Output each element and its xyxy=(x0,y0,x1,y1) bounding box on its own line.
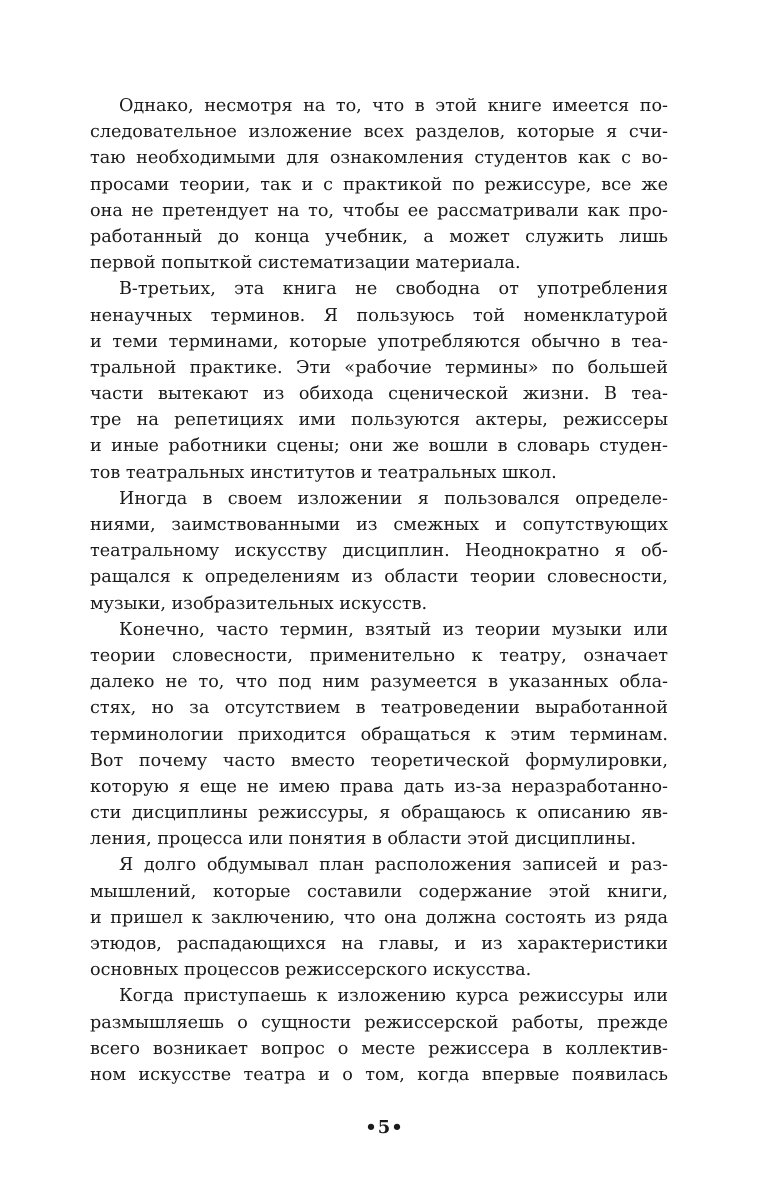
text-line: ном искусстве театра и о том, когда впервые появилась xyxy=(90,1064,668,1085)
text-line: части вытекают из обихода сценической жизни. В теа- xyxy=(90,384,668,405)
paragraph xyxy=(90,983,668,1088)
text-line: теории словесности, применительно к театру, означает xyxy=(90,645,668,666)
text-line: и теми терминами, которые употребляются обычно в теа- xyxy=(90,331,668,352)
text-line: тре на репетициях ими пользуются актеры, режиссеры xyxy=(90,410,668,431)
text-line: Однако, несмотря на то, что в этой книге имеется по- xyxy=(119,96,668,116)
body-text xyxy=(90,93,668,1088)
text-line: ления, процесса или понятия в области этой дисциплины. xyxy=(90,829,637,850)
text-line: сти дисциплины режиссуры, я обращаюсь к описанию яв- xyxy=(90,803,668,824)
text-line: и пришел к заключению, что она должна состоять из ряда xyxy=(90,907,668,928)
paragraph xyxy=(90,276,668,486)
text-line: размышляешь о сущности режиссерской работы, прежде xyxy=(90,1012,668,1033)
text-line: мышлений, которые составили содержание этой книги, xyxy=(90,881,668,902)
text-line: следовательное изложение всех разделов, которые я счи- xyxy=(90,122,668,143)
text-line: терминологии приходится обращаться к этим терминам. xyxy=(90,724,668,745)
text-line: первой попыткой систематизации материала. xyxy=(90,253,521,274)
text-line: просами теории, так и с практикой по режиссуре, все же xyxy=(90,174,668,195)
text-line: тов театральных институтов и театральных школ. xyxy=(90,462,557,483)
text-line: ниями, заимствованными из смежных и сопутствующих xyxy=(90,515,668,535)
text-line: таю необходимыми для ознакомления студентов как с во- xyxy=(90,148,668,169)
paragraph xyxy=(90,93,668,276)
text-line: тральной практике. Эти «рабочие термины» по большей xyxy=(90,357,668,378)
text-line: и иные работники сцены; они же вошли в словарь студен- xyxy=(90,436,668,457)
text-line: основных процессов режиссерского искусства. xyxy=(90,960,532,981)
text-line: работанный до конца учебник, а может служить лишь xyxy=(90,226,668,247)
text-line: театральному искусству дисциплин. Неоднократно я об- xyxy=(90,541,668,562)
paragraph xyxy=(90,486,668,617)
text-line: Вот почему часто вместо теоретической формулировки, xyxy=(90,750,668,771)
paragraph xyxy=(90,617,668,853)
text-line: которую я еще не имею права дать из-за неразработанно- xyxy=(90,776,668,797)
text-line: Конечно, часто термин, взятый из теории музыки или xyxy=(119,619,668,640)
text-line: музыки, изобразительных искусств. xyxy=(90,593,428,614)
text-line: Я долго обдумывал план расположения записей и раз- xyxy=(119,855,668,876)
text-line: стях, но за отсутствием в театроведении выработанной xyxy=(90,698,668,719)
text-line: Иногда в своем изложении я пользовался определе- xyxy=(119,488,668,509)
text-line: В-третьих, эта книга не свободна от употребления xyxy=(119,279,668,300)
text-line: она не претендует на то, чтобы ее рассматривали как про- xyxy=(90,200,668,221)
text-line: ращался к определениям из области теории словесности, xyxy=(90,567,668,588)
paragraph xyxy=(90,852,668,983)
page-number: •5• xyxy=(365,1117,404,1138)
text-line: Когда приступаешь к изложению курса режиссуры или xyxy=(119,986,668,1007)
text-line: ненаучных терминов. Я пользуюсь той номенклатурой xyxy=(90,305,668,326)
text-line: этюдов, распадающихся на главы, и из характеристики xyxy=(90,934,668,954)
text-line: далеко не то, что под ним разумеется в указанных обла- xyxy=(90,672,668,693)
text-line: всего возникает вопрос о месте режиссера в коллектив- xyxy=(90,1038,668,1059)
